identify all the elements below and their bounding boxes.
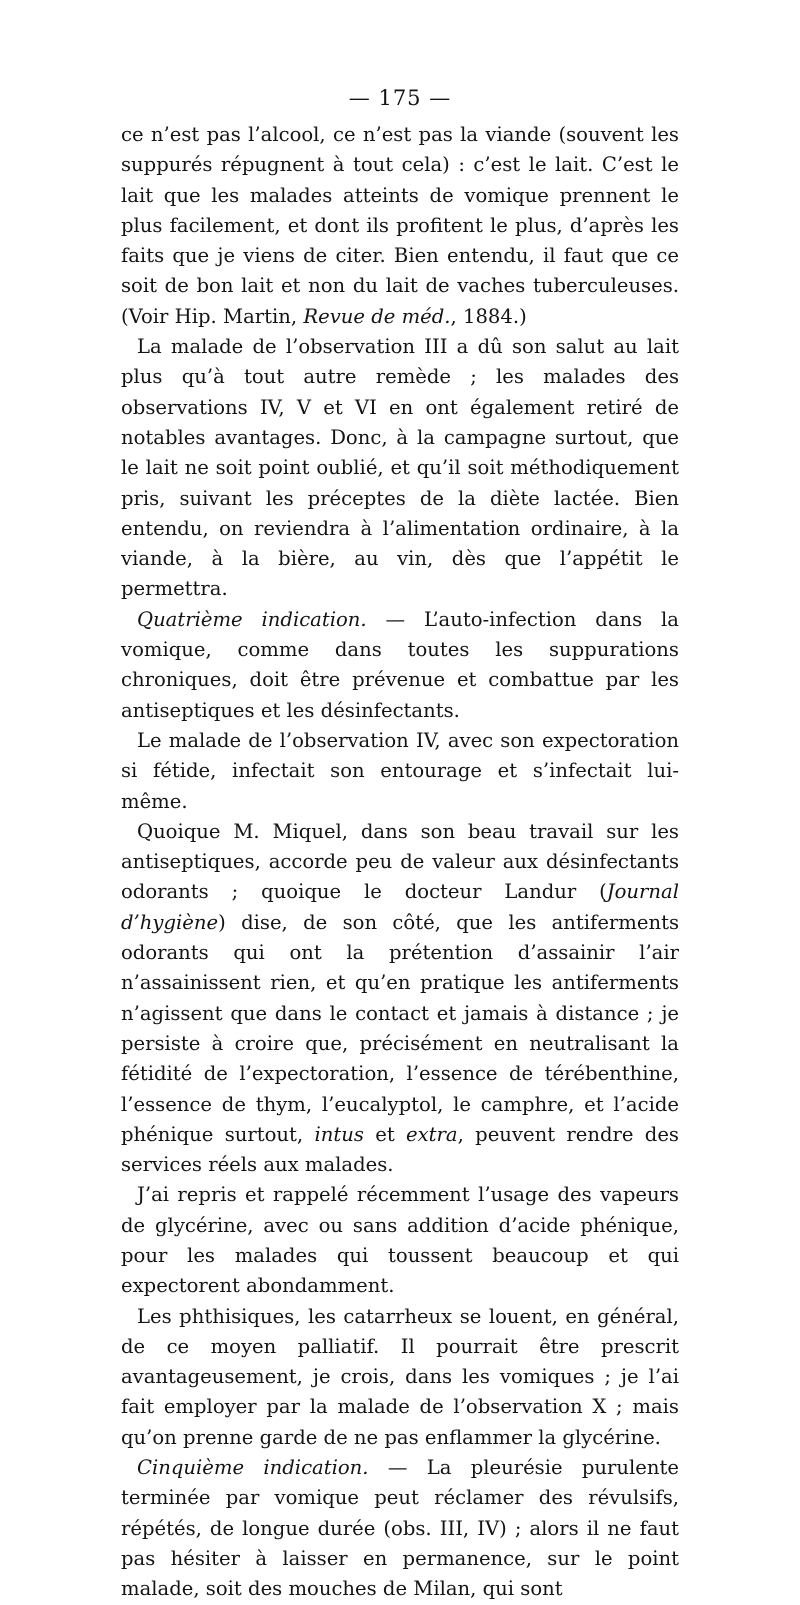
text-run: ce n’est pas l’alcool, ce n’est pas la viande (souvent les suppurés répugnent à tout cela) : c’est le lait. C’est le lait que les malades atteints de vomique prennent le plus facilement, et dont ils profitent le plus, d’après les faits que je viens de citer. Bien entendu, il faut que ce soit de bon lait et non du lait de vaches tuberculeuses. (Voir Hip. Martin, xyxy=(121,123,679,328)
text-run: Les phthisiques, les catarrheux se louent, en général, de ce moyen palliatif. Il pourrait être prescrit avantageusement, je crois, dans les vomiques ; je l’ai fait employer par la malade de l’observation X ; mais qu’on prenne garde de ne pas enflammer la glycérine. xyxy=(121,1304,679,1449)
text-run: La malade de l’observation III a dû son salut au lait plus qu’à tout autre remède ; les malades des observations IV, V et VI en ont également retiré de notables avantages. Donc, à la campagne surtout, que le lait ne soit point oublié, et qu’il soit méthodiquement pris, suivant les préceptes de la diète lactée. Bien entendu, on reviendra à l’alimentation ordinaire, à la viande, à la bière, au vin, dès que l’appétit le permettra. xyxy=(121,335,679,601)
paragraph-6 xyxy=(121,1180,679,1301)
text-run: , peuvent rendre des services réels aux malades. xyxy=(121,1122,679,1177)
paragraph-7 xyxy=(121,1302,679,1453)
text-run: Le malade de l’observation IV, avec son expectoration si fétide, infectait son entourage et s’infectait lui-même. xyxy=(121,728,679,813)
section-heading-italic: Quatrième indication. xyxy=(137,607,367,631)
text-run: — La pleurésie purulente terminée par vomique peut réclamer des révulsifs, répétés, de longue durée (obs. III, IV) ; alors il ne faut pas hésiter à laisser en permanence, sur le point malade, soit des mouches de Milan, qui sont xyxy=(121,1456,679,1601)
text-run: J’ai repris et rappelé récemment l’usage des vapeurs de glycérine, avec ou sans addition d’acide phénique, pour les malades qui toussent beaucoup et qui expectorent abondamment. xyxy=(121,1183,679,1298)
paragraph-2 xyxy=(121,332,679,605)
journal-title-italic: Journal d’hygiène xyxy=(121,880,679,934)
section-heading-italic: Cinquième indication. xyxy=(137,1456,369,1480)
book-page xyxy=(121,86,679,1605)
latin-term-italic: intus xyxy=(314,1122,364,1146)
text-run: et xyxy=(363,1122,407,1146)
paragraph-4 xyxy=(121,726,679,817)
paragraph-8 xyxy=(121,1453,679,1604)
text-run: — L’auto-infection dans la vomique, comme dans toutes les suppurations chroniques, doit être prévenue et combattue par les antiseptiques et les désinfectants. xyxy=(121,607,679,722)
latin-term-italic: extra xyxy=(406,1122,458,1146)
text-run: Quoique M. Miquel, dans son beau travail sur les antiseptiques, accorde peu de valeur aux désinfectants odorants ; quoique le docteur Landur ( xyxy=(121,819,679,904)
text-run: , 1884.) xyxy=(450,304,527,328)
text-run: ) dise, de son côté, que les antiferments odorants qui ont la prétention d’assainir l’air n’assainissent rien, et qu’en pratique les antiferments n’agissent que dans le contact et jamais à distance ; je persiste à croire que, précisément en neutralisant la fétidité de l’expectoration, l’essence de térébenthine, l’essence de thym, l’eucalyptol, le camphre, et l’acide phénique surtout, xyxy=(121,910,679,1146)
page-number: — 175 — xyxy=(348,86,452,110)
paragraph-1 xyxy=(121,120,679,332)
journal-title-italic: Revue de méd. xyxy=(303,304,451,328)
paragraph-3 xyxy=(121,605,679,726)
paragraph-5 xyxy=(121,817,679,1181)
